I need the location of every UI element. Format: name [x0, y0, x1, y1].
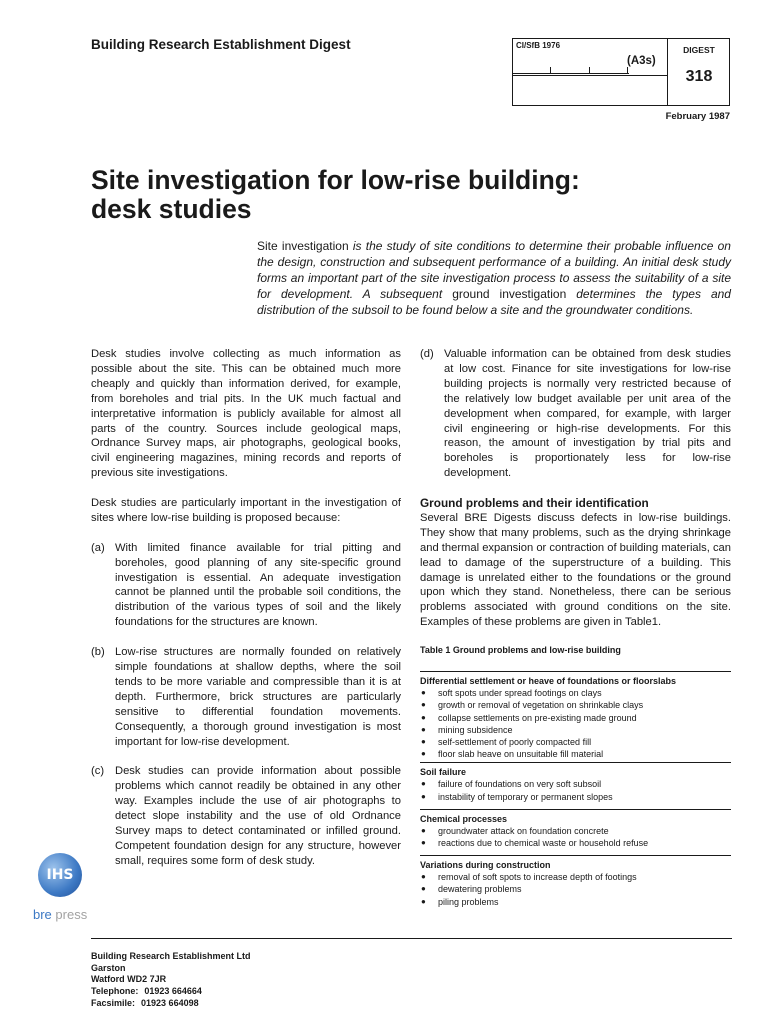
table-item: ● collapse settlements on pre-existing made ground	[420, 712, 731, 724]
cisfb-panel	[513, 39, 668, 105]
table-item: ● self-settlement of poorly compacted fill	[420, 736, 731, 748]
intro-term: ground investigation	[452, 287, 567, 301]
table-item: ● failure of foundations on very soft subsoil	[420, 778, 731, 790]
list-item	[420, 347, 731, 481]
table-item: ● reactions due to chemical waste or household refuse	[420, 837, 731, 849]
table-divider	[420, 855, 731, 856]
ihs-logo	[38, 853, 82, 897]
telephone-label: Telephone:	[91, 986, 139, 997]
table-list	[420, 687, 731, 760]
footer-line: Garston	[91, 962, 126, 973]
body-paragraph: Desk studies are particularly important in the investigation of sites where low-rise building is proposed because:	[91, 497, 401, 524]
table-divider	[420, 809, 731, 810]
footer-address	[91, 951, 251, 1010]
list-item	[91, 764, 401, 868]
table-item: ● removal of soft spots to increase depth of footings	[420, 871, 731, 883]
table-item: ● floor slab heave on unsuitable fill material	[420, 748, 731, 760]
digest-label: DIGEST	[683, 45, 715, 55]
bre-press-logo	[33, 907, 87, 922]
classification-box	[512, 38, 730, 106]
cisfb-code: (A3s)	[627, 55, 656, 67]
page-title	[91, 166, 731, 224]
title-line-1: Site investigation for low-rise building:	[91, 165, 580, 195]
cisfb-label: CI/SfB 1976	[516, 41, 561, 50]
table-divider	[420, 671, 731, 672]
table-item: ● mining subsidence	[420, 724, 731, 736]
right-column	[420, 347, 731, 908]
intro-term: Site investigation	[257, 239, 349, 253]
table-category: Variations during construction	[420, 860, 551, 871]
list-marker: (b)	[91, 646, 105, 659]
list-item	[91, 645, 401, 749]
table-category: Chemical processes	[420, 813, 508, 824]
bre-logo-text: bre	[33, 907, 52, 922]
table-category: Differential settlement or heave of foundations or floorslabs	[420, 676, 677, 687]
body-paragraph: Several BRE Digests discuss defects in low-rise buildings. They show that many problems, such as the drying shrinkage and thermal expansion or contraction of building materials, can lead to damage of the superstructure of a building. This damage is unrelated either to the foundations or the ground upon which they stand. Nonetheless, there can be serious problems associated with ground conditions on the site. Examples of these problems are given in Table1.	[420, 511, 731, 629]
list-item-text: Valuable information can be obtained from desk studies at low cost. Finance for site investigations for low-rise building projects is normally very restricted because of the relatively low budget available per unit area of the development when compared, for example, with larger civil engineering or high-rise developments. For this reason, the amount of investigation by trial pits and boreholes is proportionately less for low-rise development.	[444, 348, 731, 480]
title-line-2: desk studies	[91, 194, 252, 224]
cisfb-baseline	[513, 73, 629, 74]
table-title: Table 1 Ground problems and low-rise building	[420, 645, 621, 656]
intro-text: determines the types and distribution of the subsoil to be found below a site and the groundwater conditions.	[257, 287, 731, 317]
table-divider	[420, 762, 731, 763]
table-item: ● instability of temporary or permanent slopes	[420, 791, 731, 803]
table-item: ● dewatering problems	[420, 883, 731, 895]
table-item: ● groundwater attack on foundation concrete	[420, 825, 731, 837]
facsimile-number: 01923 664098	[141, 997, 199, 1008]
footer-facsimile	[91, 998, 251, 1010]
cisfb-tick	[627, 67, 628, 73]
table-item: ● piling problems	[420, 896, 731, 908]
table-item: ● growth or removal of vegetation on shrinkable clays	[420, 699, 731, 711]
body-paragraph: Desk studies involve collecting as much information as possible about the site. This can be obtained much more cheaply and quickly than information derived, for example, from boreholes and trial pits. In the UK much factual and interpretative information is publicly available for almost all parts of the country. Sources include geological maps, Ordnance Survey maps, air photographs, geological books, civil engineering magazines, mining records and reports of previous site investigations.	[91, 348, 401, 480]
list-marker: (a)	[91, 541, 105, 554]
cisfb-tick	[589, 67, 590, 73]
telephone-number: 01923 664664	[144, 986, 202, 997]
list-item	[91, 541, 401, 630]
ihs-logo-text: IHS	[46, 867, 74, 883]
facsimile-label: Facsimile:	[91, 997, 136, 1008]
publication-date: February 1987	[665, 111, 730, 122]
section-heading: Ground problems and their identification	[420, 496, 649, 511]
intro-paragraph	[257, 238, 731, 318]
table-list	[420, 871, 731, 908]
table-list	[420, 825, 731, 849]
cisfb-tick	[550, 67, 551, 73]
publication-title: Building Research Establishment Digest	[91, 37, 351, 52]
cisfb-divider	[513, 75, 668, 76]
footer-org: Building Research Establishment Ltd	[91, 951, 251, 961]
list-item-text: Low-rise structures are normally founded on relatively simple foundations at shallow depths, where the soil tends to be more variable and compressible than it is at depth. Furthermore, brick structures are particularly sensitive to differential foundation movements. Consequently, a thorough ground investigation is most important for low-rise development.	[115, 646, 401, 748]
press-logo-text: press	[55, 907, 88, 922]
table-category: Soil failure	[420, 767, 467, 778]
list-marker: (d)	[420, 348, 434, 360]
table-item: ● soft spots under spread footings on clays	[420, 687, 731, 699]
list-item-text: With limited finance available for trial pitting and boreholes, good planning of any site-specific ground investigation is essential. An adequate investigation cannot be planned until the probable soil conditions, the distribution of the various types of soil and the likely foundations for the structures are known.	[115, 541, 401, 629]
left-column	[91, 347, 401, 884]
table-list	[420, 778, 731, 802]
list-marker: (c)	[91, 765, 105, 778]
digest-number: 318	[685, 68, 713, 85]
footer-telephone	[91, 986, 251, 998]
list-item-text: Desk studies can provide information about possible problems which cannot readily be obtained in any other way. Examples include the use of air photographs to detect slope instability and the use of old Ordnance Survey maps to detect contaminated or infilled ground. Competent foundation design for any structure, however small, requires some form of desk study.	[115, 765, 401, 867]
footer-divider	[91, 938, 732, 939]
intro-text: is the study of site conditions to determine their probable influence on the design, construction and subsequent performance of a building. An initial desk study forms an important part of the site investigation process to assess the suitability of a site for development. A subsequent	[257, 239, 731, 301]
footer-line: Watford WD2 7JR	[91, 974, 167, 985]
